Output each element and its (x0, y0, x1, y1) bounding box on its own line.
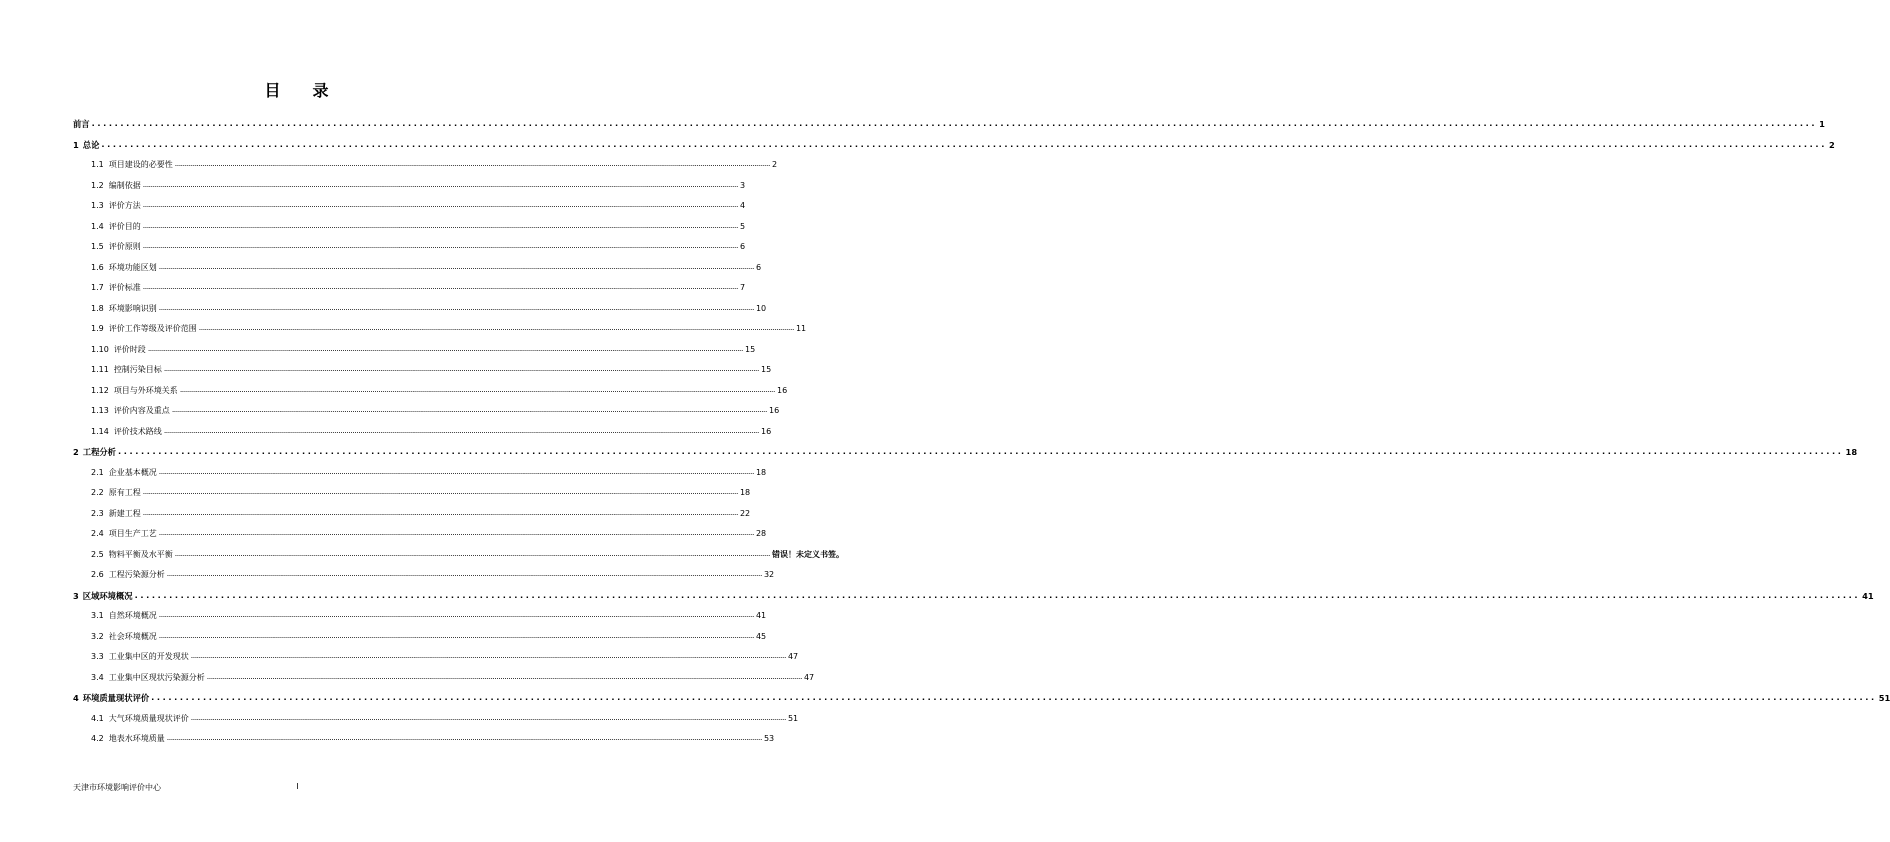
toc-leader-dots: ............................................................................................................................................................................................................................................................................................................ (174, 159, 770, 168)
toc-section-entry[interactable] (73, 220, 746, 242)
toc-entry-number: 1.10 (91, 344, 109, 354)
toc-entry-number: 1 (73, 139, 79, 150)
toc-entry-number: 1.14 (91, 426, 109, 436)
toc-entry-label: 评价内容及重点 (113, 406, 170, 415)
toc-entry-number: 2.2 (91, 488, 104, 497)
toc-page-number: 1 (1819, 119, 1825, 129)
toc-entry-number: 1.9 (91, 324, 104, 333)
toc-section-entry[interactable] (73, 261, 762, 283)
toc-section-entry[interactable] (73, 159, 778, 180)
toc-page-number: 6 (755, 262, 762, 272)
toc-page-number: 18 (755, 467, 767, 477)
toc-page-number: 6 (739, 242, 746, 251)
toc-entry-label: 自然环境概况 (108, 611, 157, 620)
toc-entry-title (91, 651, 189, 662)
toc-page-number: 47 (803, 672, 815, 682)
toc-page-number: 16 (769, 406, 780, 415)
toc-entry-number: 3.2 (91, 631, 104, 641)
toc-entry-label: 工业集中区现状污染源分析 (108, 672, 205, 682)
toc-section-entry[interactable] (73, 343, 756, 365)
toc-entry-title (91, 262, 157, 273)
toc-entry-title (91, 631, 157, 642)
toc-leader-dots: ............................................................................................................................................................................................................................................................................................................ (158, 630, 754, 640)
toc-entry-number: 2 (73, 447, 79, 457)
toc-entry-title (73, 118, 90, 130)
toc-entry-title (73, 139, 99, 151)
toc-page-number: 15 (745, 344, 756, 354)
toc-page-number: 15 (761, 365, 772, 374)
toc-entry-title (91, 241, 141, 252)
toc-section-entry[interactable] (73, 651, 799, 672)
toc-entry-number: 4 (73, 693, 79, 703)
toc-entry-title (91, 221, 141, 232)
footer-page-number: I (296, 782, 299, 791)
toc-leader-dots: ............................................................................................................................................................................................................................................................................................................ (142, 507, 738, 517)
toc-page-number: 18 (739, 488, 751, 497)
toc-entry-number: 2.6 (91, 570, 104, 579)
toc-entry-title (91, 426, 162, 437)
title-char-2: 录 (312, 81, 331, 100)
toc-entry-label: 环境影响识别 (108, 303, 157, 313)
toc-leader-dots: ............................................................................................................................................................................................................................................................................................................ (142, 241, 738, 250)
toc-leader-dots: ............................................................................................................................................................................................................................................................................................................ (190, 651, 786, 660)
toc-entry-number: 3.4 (91, 672, 104, 682)
toc-leader-dots: ............................................................................................................................................................................................................................................................................................................ (151, 692, 1877, 702)
toc-entry-number: 1.11 (91, 365, 109, 374)
toc-page-number: 16 (777, 385, 788, 395)
toc-entry-label: 大气环境质量现状评价 (108, 713, 189, 723)
toc-section-entry[interactable] (73, 466, 767, 488)
toc-entry-label: 项目建设的必要性 (108, 160, 173, 169)
toc-leader-dots: ............................................................................................................................................................................................................................................................................................................ (190, 712, 786, 722)
toc-chapter-entry[interactable] (73, 589, 1874, 611)
toc-entry-number: 1.7 (91, 283, 104, 292)
toc-page-number: 22 (739, 508, 751, 518)
toc-entry-title (73, 446, 116, 458)
toc-section-entry[interactable] (73, 405, 780, 426)
toc-entry-label: 工业集中区的开发现状 (108, 652, 189, 661)
toc-section-entry[interactable] (73, 671, 815, 693)
toc-entry-number: 2.3 (91, 508, 104, 518)
toc-entry-label: 环境质量现状评价 (82, 693, 150, 703)
toc-section-entry[interactable] (73, 384, 788, 406)
toc-leader-dots: ............................................................................................................................................................................................................................................................................................................ (142, 179, 738, 189)
toc-entry-label: 地表水环境质量 (108, 734, 165, 743)
toc-entry-title (91, 303, 157, 314)
toc-entry-number: 1.2 (91, 180, 104, 190)
toc-section-entry[interactable] (73, 425, 772, 447)
toc-section-entry[interactable] (73, 241, 746, 262)
toc-entry-title (91, 569, 165, 580)
toc-leader-dots: ............................................................................................................................................................................................................................................................................................................ (147, 343, 744, 353)
toc-entry-title (91, 528, 157, 539)
toc-section-entry[interactable] (73, 569, 775, 590)
toc-entry-number: 4.1 (91, 713, 104, 723)
toc-entry-label: 前言 (73, 119, 90, 129)
toc-entry-label: 环境功能区划 (108, 262, 157, 272)
toc-entry-label: 评价时段 (113, 344, 146, 354)
toc-page-number: 28 (755, 529, 767, 538)
toc-page-number: 2 (1828, 139, 1835, 150)
table-of-contents (73, 118, 1890, 754)
toc-page-number: 51 (1878, 693, 1890, 703)
toc-page-number: 4 (739, 201, 746, 210)
toc-entry-label: 评价目的 (108, 221, 141, 231)
toc-entry-label: 编制依据 (108, 180, 141, 190)
toc-page-number: 11 (795, 324, 807, 333)
toc-page-number: 41 (755, 611, 767, 620)
toc-leader-dots: ............................................................................................................................................................................................................................................................................................................ (117, 446, 1844, 456)
toc-page-number: 10 (755, 303, 767, 313)
toc-entry-label: 评价标准 (108, 283, 141, 292)
toc-entry-label: 原有工程 (108, 488, 141, 497)
toc-entry-number: 1.4 (91, 221, 104, 231)
toc-section-entry[interactable] (73, 507, 751, 529)
toc-entry-number: 2.1 (91, 467, 104, 477)
toc-leader-dots: ............................................................................................................................................................................................................................................................................................................ (198, 323, 794, 332)
toc-entry-title (91, 385, 178, 396)
toc-entry-label: 评价原则 (108, 242, 141, 251)
toc-leader-dots: ............................................................................................................................................................................................................................................................................................................ (142, 200, 738, 209)
toc-page-number: 51 (787, 713, 799, 723)
toc-entry-title (91, 282, 141, 293)
toc-page-number: 3 (739, 180, 746, 190)
toc-chapter-entry[interactable] (73, 118, 1825, 139)
toc-section-entry[interactable] (73, 364, 772, 385)
toc-leader-dots: ............................................................................................................................................................................................................................................................................................................ (206, 671, 802, 681)
toc-leader-dots: ............................................................................................................................................................................................................................................................................................................ (166, 733, 762, 742)
toc-section-entry[interactable] (73, 630, 767, 652)
page-title (0, 78, 595, 101)
toc-entry-label: 控制污染目标 (113, 365, 162, 374)
toc-entry-number: 1.3 (91, 201, 104, 210)
toc-entry-title (91, 467, 157, 478)
toc-entry-title (91, 323, 197, 334)
toc-leader-dots: ............................................................................................................................................................................................................................................................................................................ (158, 302, 754, 312)
toc-chapter-entry[interactable] (73, 138, 1835, 160)
toc-page-number: 16 (761, 426, 772, 436)
toc-entry-label: 评价方法 (108, 201, 141, 210)
toc-leader-dots: ............................................................................................................................................................................................................................................................................................................ (142, 282, 738, 291)
toc-entry-title (91, 610, 157, 621)
toc-entry-number: 3 (73, 590, 79, 601)
toc-section-entry[interactable] (73, 282, 746, 303)
toc-section-entry[interactable] (73, 610, 767, 631)
toc-entry-label: 区域环境概况 (82, 590, 133, 601)
toc-entry-number: 1.6 (91, 262, 104, 272)
toc-section-entry[interactable] (73, 548, 844, 570)
toc-leader-dots: ............................................................................................................................................................................................................................................................................................................ (142, 487, 738, 496)
toc-entry-number: 4.2 (91, 734, 104, 743)
toc-leader-dots: ............................................................................................................................................................................................................................................................................................................ (101, 138, 1827, 149)
toc-entry-number: 1.1 (91, 160, 104, 169)
toc-entry-title (73, 692, 149, 704)
toc-leader-dots: ............................................................................................................................................................................................................................................................................................................ (158, 610, 754, 619)
toc-section-entry[interactable] (73, 323, 807, 344)
toc-entry-label: 社会环境概况 (108, 631, 157, 641)
toc-entry-label: 工程污染源分析 (108, 570, 165, 579)
toc-entry-number: 2.5 (91, 549, 104, 559)
toc-error-message: 错误！未定义书签。 (771, 549, 844, 559)
toc-page-number: 47 (787, 652, 799, 661)
toc-chapter-entry[interactable] (73, 692, 1890, 713)
toc-page-number: 53 (763, 734, 775, 743)
toc-entry-number: 1.13 (91, 406, 109, 415)
toc-entry-title (91, 508, 141, 519)
toc-entry-title (91, 713, 189, 724)
toc-entry-label: 物料平衡及水平衡 (108, 549, 173, 559)
toc-entry-title (91, 200, 141, 211)
toc-leader-dots: ............................................................................................................................................................................................................................................................................................................ (158, 528, 754, 537)
toc-page-number: 7 (739, 283, 746, 292)
toc-section-entry[interactable] (73, 487, 751, 508)
toc-entry-title (91, 549, 173, 560)
toc-entry-label: 评价技术路线 (113, 426, 162, 436)
toc-entry-number: 3.1 (91, 611, 104, 620)
toc-entry-label: 新建工程 (108, 508, 141, 518)
toc-page-number: 45 (755, 631, 767, 641)
toc-entry-label: 总论 (82, 139, 100, 150)
title-char-1: 目 (264, 81, 283, 100)
toc-leader-dots: ............................................................................................................................................................................................................................................................................................................ (142, 220, 738, 230)
toc-section-entry[interactable] (73, 528, 767, 549)
toc-entry-label: 评价工作等级及评价范围 (108, 324, 197, 333)
toc-entry-title (73, 590, 133, 602)
toc-entry-title (91, 180, 141, 191)
toc-section-entry[interactable] (73, 733, 775, 754)
toc-leader-dots: ............................................................................................................................................................................................................................................................................................................ (179, 384, 776, 394)
toc-section-entry[interactable] (73, 179, 746, 201)
toc-entry-number: 1.8 (91, 303, 104, 313)
toc-entry-number: 2.4 (91, 529, 104, 538)
toc-entry-title (91, 159, 173, 170)
toc-leader-dots: ............................................................................................................................................................................................................................................................................................................ (158, 466, 754, 476)
toc-entry-label: 企业基本概况 (108, 467, 157, 477)
toc-page-number: 32 (763, 570, 775, 579)
toc-entry-label: 项目与外环境关系 (113, 385, 178, 395)
toc-leader-dots: ............................................................................................................................................................................................................................................................................................................ (174, 548, 770, 558)
toc-page-number: 18 (1845, 447, 1858, 457)
toc-entry-number: 1.12 (91, 385, 109, 395)
toc-leader-dots: ............................................................................................................................................................................................................................................................................................................ (166, 569, 762, 578)
toc-page-number: 41 (1862, 590, 1874, 601)
toc-entry-title (91, 733, 165, 744)
toc-section-entry[interactable] (73, 712, 799, 734)
toc-entry-number: 3.3 (91, 652, 104, 661)
toc-page-number: 5 (739, 221, 746, 231)
toc-entry-label: 工程分析 (82, 447, 116, 457)
toc-leader-dots: ............................................................................................................................................................................................................................................................................................................ (163, 364, 760, 373)
toc-section-entry[interactable] (73, 302, 767, 324)
toc-leader-dots: ............................................................................................................................................................................................................................................................................................................ (134, 589, 1861, 600)
toc-entry-title (91, 672, 205, 683)
toc-entry-title (91, 364, 162, 375)
toc-page-number: 2 (771, 160, 778, 169)
toc-entry-title (91, 405, 170, 416)
toc-section-entry[interactable] (73, 200, 746, 221)
toc-leader-dots: ............................................................................................................................................................................................................................................................................................................ (163, 425, 760, 435)
footer-organization: 天津市环境影响评价中心 (73, 783, 161, 792)
toc-leader-dots: ............................................................................................................................................................................................................................................................................................................ (171, 405, 768, 414)
toc-entry-title (91, 344, 146, 355)
toc-leader-dots: ............................................................................................................................................................................................................................................................................................................ (158, 261, 754, 271)
toc-chapter-entry[interactable] (73, 446, 1858, 467)
toc-entry-label: 项目生产工艺 (108, 529, 157, 538)
toc-leader-dots: ............................................................................................................................................................................................................................................................................................................ (91, 118, 1818, 128)
toc-entry-title (91, 487, 141, 498)
toc-entry-number: 1.5 (91, 242, 104, 251)
